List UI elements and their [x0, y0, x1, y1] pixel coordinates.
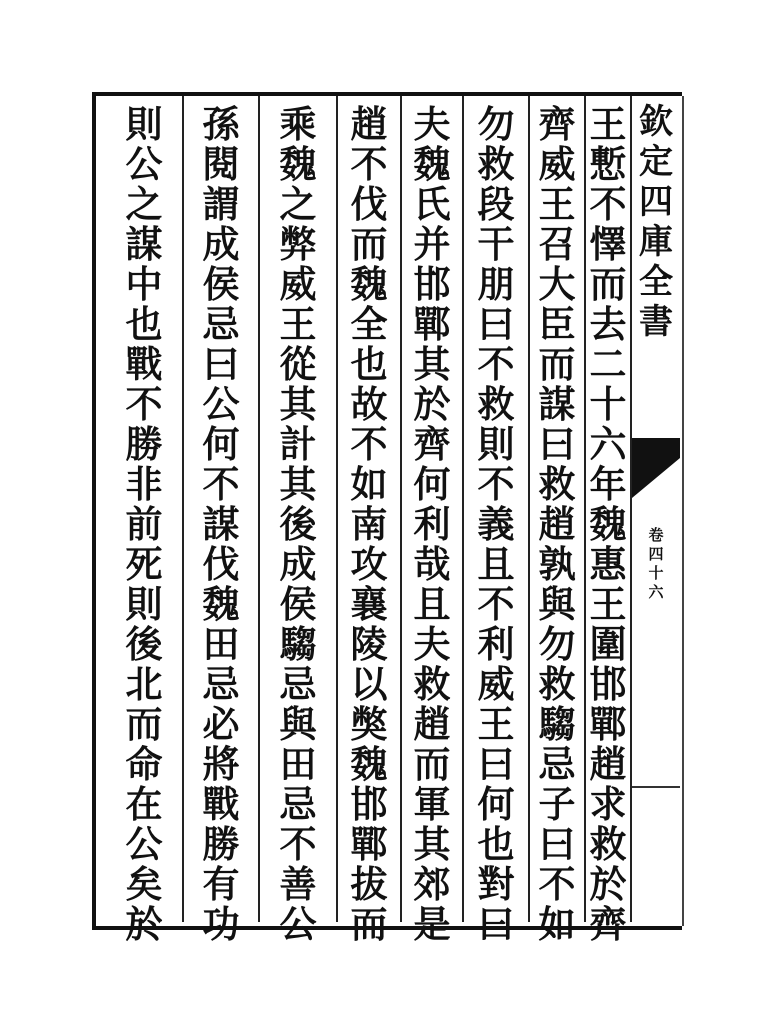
text-char: 何 — [413, 462, 451, 506]
text-char: 其 — [279, 382, 317, 426]
text-char: 伐 — [350, 182, 388, 226]
text-char: 不 — [477, 582, 515, 626]
text-char: 利 — [413, 502, 451, 546]
text-char: 戰 — [125, 342, 163, 386]
text-char: 必 — [202, 702, 240, 746]
text-char: 則 — [125, 102, 163, 146]
text-char: 十 — [589, 382, 627, 426]
text-char: 對 — [477, 862, 515, 906]
text-char: 其 — [279, 462, 317, 506]
text-char: 在 — [125, 782, 163, 826]
fishtail-mark-icon — [632, 438, 680, 498]
text-char: 有 — [202, 862, 240, 906]
text-char: 不 — [350, 422, 388, 466]
text-char: 孰 — [538, 542, 576, 586]
text-char: 王 — [589, 102, 627, 146]
text-char: 大 — [538, 262, 576, 306]
text-char: 而 — [125, 702, 163, 746]
text-char: 勿 — [477, 102, 515, 146]
text-char: 趙 — [589, 742, 627, 786]
text-char: 齊 — [538, 102, 576, 146]
text-char: 何 — [202, 422, 240, 466]
text-char: 邯 — [413, 262, 451, 306]
text-char: 曰 — [538, 422, 576, 466]
text-char: 之 — [125, 182, 163, 226]
text-char: 於 — [589, 862, 627, 906]
text-char: 臣 — [538, 302, 576, 346]
text-char: 不 — [125, 382, 163, 426]
text-char: 段 — [477, 182, 515, 226]
text-char: 并 — [413, 222, 451, 266]
text-char: 死 — [125, 542, 163, 586]
text-char: 郊 — [413, 862, 451, 906]
text-char: 救 — [413, 662, 451, 706]
text-char: 而 — [589, 262, 627, 306]
text-char: 公 — [125, 142, 163, 186]
margin-column — [632, 96, 680, 922]
text-char: 曰 — [202, 342, 240, 386]
text-char: 王 — [477, 702, 515, 746]
text-char: 救 — [477, 382, 515, 426]
text-char: 乘 — [279, 102, 317, 146]
text-char: 不 — [538, 862, 576, 906]
text-char: 不 — [477, 462, 515, 506]
text-char: 與 — [538, 582, 576, 626]
volume-char: 六 — [648, 583, 664, 601]
column-rule — [182, 96, 184, 922]
text-char: 曰 — [538, 822, 576, 866]
volume-number — [646, 526, 666, 602]
text-char: 威 — [477, 662, 515, 706]
text-char: 魏 — [202, 582, 240, 626]
text-char: 成 — [202, 222, 240, 266]
text-char: 子 — [538, 782, 576, 826]
text-char: 勿 — [538, 622, 576, 666]
text-char: 命 — [125, 742, 163, 786]
text-char: 陵 — [350, 622, 388, 666]
text-char: 夫 — [413, 622, 451, 666]
text-char: 善 — [279, 862, 317, 906]
book-title — [636, 102, 676, 342]
text-column-3 — [466, 102, 526, 946]
title-char: 全 — [639, 262, 673, 302]
text-char: 則 — [477, 422, 515, 466]
text-char: 公 — [202, 382, 240, 426]
text-char: 趙 — [413, 702, 451, 746]
text-char: 圍 — [589, 622, 627, 666]
text-char: 且 — [477, 542, 515, 586]
text-char: 鄲 — [589, 702, 627, 746]
column-rule — [462, 96, 464, 922]
title-char: 庫 — [639, 222, 673, 262]
text-column-2 — [530, 102, 584, 946]
text-char: 獘 — [350, 702, 388, 746]
text-char: 非 — [125, 462, 163, 506]
text-char: 鄲 — [350, 822, 388, 866]
text-char: 六 — [589, 422, 627, 466]
column-rule — [400, 96, 402, 922]
text-char: 不 — [350, 142, 388, 186]
text-char: 趙 — [538, 502, 576, 546]
text-char: 忌 — [279, 782, 317, 826]
text-char: 惠 — [589, 542, 627, 586]
text-char: 之 — [279, 182, 317, 226]
text-char: 閱 — [202, 142, 240, 186]
frame-right-border — [682, 96, 684, 926]
text-char: 二 — [589, 342, 627, 386]
text-char: 何 — [477, 782, 515, 826]
column-rule — [336, 96, 338, 922]
text-column-6 — [262, 102, 334, 946]
text-char: 魏 — [279, 142, 317, 186]
text-char: 不 — [279, 822, 317, 866]
text-char: 不 — [477, 342, 515, 386]
text-char: 其 — [413, 822, 451, 866]
text-char: 救 — [538, 462, 576, 506]
text-column-8 — [108, 102, 180, 946]
text-char: 襄 — [350, 582, 388, 626]
text-char: 趙 — [350, 102, 388, 146]
text-char: 後 — [279, 502, 317, 546]
text-char: 拔 — [350, 862, 388, 906]
text-char: 故 — [350, 382, 388, 426]
text-column-5 — [339, 102, 399, 946]
column-rule — [258, 96, 260, 922]
text-char: 謀 — [125, 222, 163, 266]
text-char: 慙 — [589, 142, 627, 186]
text-char: 成 — [279, 542, 317, 586]
text-char: 謀 — [538, 382, 576, 426]
text-char: 威 — [538, 142, 576, 186]
text-char: 忌 — [202, 662, 240, 706]
text-char: 功 — [202, 902, 240, 946]
text-char: 也 — [350, 342, 388, 386]
text-char: 騶 — [279, 622, 317, 666]
text-char: 年 — [589, 462, 627, 506]
text-char: 魏 — [589, 502, 627, 546]
text-char: 計 — [279, 422, 317, 466]
text-char: 鄲 — [413, 302, 451, 346]
text-char: 後 — [125, 622, 163, 666]
text-char: 戰 — [202, 782, 240, 826]
text-char: 田 — [279, 742, 317, 786]
text-char: 從 — [279, 342, 317, 386]
text-char: 召 — [538, 222, 576, 266]
text-char: 軍 — [413, 782, 451, 826]
text-char: 且 — [413, 582, 451, 626]
text-char: 侯 — [279, 582, 317, 626]
text-char: 北 — [125, 662, 163, 706]
text-char: 忌 — [202, 302, 240, 346]
text-char: 中 — [125, 262, 163, 306]
text-char: 而 — [538, 342, 576, 386]
text-char: 不 — [589, 182, 627, 226]
text-char: 王 — [538, 182, 576, 226]
text-char: 求 — [589, 782, 627, 826]
text-char: 於 — [413, 382, 451, 426]
text-char: 謀 — [202, 502, 240, 546]
text-char: 王 — [589, 582, 627, 626]
text-char: 去 — [589, 302, 627, 346]
text-char: 與 — [279, 702, 317, 746]
text-char: 齊 — [589, 902, 627, 946]
text-char: 曰 — [477, 302, 515, 346]
text-char: 以 — [350, 662, 388, 706]
text-char: 而 — [350, 222, 388, 266]
text-char: 騶 — [538, 702, 576, 746]
text-char: 田 — [202, 622, 240, 666]
text-char: 而 — [350, 902, 388, 946]
text-char: 魏 — [413, 142, 451, 186]
text-char: 孫 — [202, 102, 240, 146]
text-column-1 — [586, 102, 630, 946]
text-char: 則 — [125, 582, 163, 626]
text-char: 其 — [413, 342, 451, 386]
text-char: 也 — [477, 822, 515, 866]
title-char: 欽 — [639, 102, 673, 142]
text-char: 全 — [350, 302, 388, 346]
text-char: 如 — [538, 902, 576, 946]
text-char: 攻 — [350, 542, 388, 586]
title-char: 定 — [639, 142, 673, 182]
text-char: 謂 — [202, 182, 240, 226]
text-char: 是 — [413, 902, 451, 946]
text-char: 如 — [350, 462, 388, 506]
title-char: 四 — [639, 182, 673, 222]
text-char: 勝 — [125, 422, 163, 466]
text-char: 邯 — [589, 662, 627, 706]
text-char: 氏 — [413, 182, 451, 226]
text-char: 伐 — [202, 542, 240, 586]
column-rule — [630, 96, 632, 922]
text-char: 勝 — [202, 822, 240, 866]
text-column-4 — [403, 102, 461, 946]
volume-char: 十 — [648, 564, 664, 582]
title-char: 書 — [639, 302, 673, 342]
text-char: 救 — [589, 822, 627, 866]
text-char: 忌 — [538, 742, 576, 786]
text-char: 將 — [202, 742, 240, 786]
text-char: 於 — [125, 902, 163, 946]
text-char: 南 — [350, 502, 388, 546]
text-char: 魏 — [350, 262, 388, 306]
text-char: 朋 — [477, 262, 515, 306]
text-char: 懌 — [589, 222, 627, 266]
text-char: 哉 — [413, 542, 451, 586]
text-char: 王 — [279, 302, 317, 346]
text-char: 弊 — [279, 222, 317, 266]
text-char: 齊 — [413, 422, 451, 466]
text-char: 威 — [279, 262, 317, 306]
text-char: 侯 — [202, 262, 240, 306]
text-char: 矣 — [125, 862, 163, 906]
text-char: 忌 — [279, 662, 317, 706]
text-char: 曰 — [477, 742, 515, 786]
volume-char: 四 — [648, 545, 664, 563]
text-char: 曰 — [477, 902, 515, 946]
text-char: 干 — [477, 222, 515, 266]
text-char: 救 — [477, 142, 515, 186]
text-char: 前 — [125, 502, 163, 546]
text-char: 公 — [279, 902, 317, 946]
text-column-7 — [186, 102, 256, 946]
text-char: 夫 — [413, 102, 451, 146]
text-char: 也 — [125, 302, 163, 346]
margin-divider — [632, 786, 680, 788]
text-char: 不 — [202, 462, 240, 506]
text-char: 魏 — [350, 742, 388, 786]
text-char: 救 — [538, 662, 576, 706]
text-char: 利 — [477, 622, 515, 666]
text-char: 公 — [125, 822, 163, 866]
text-char: 義 — [477, 502, 515, 546]
text-char: 而 — [413, 742, 451, 786]
volume-char: 卷 — [648, 526, 664, 544]
text-char: 邯 — [350, 782, 388, 826]
